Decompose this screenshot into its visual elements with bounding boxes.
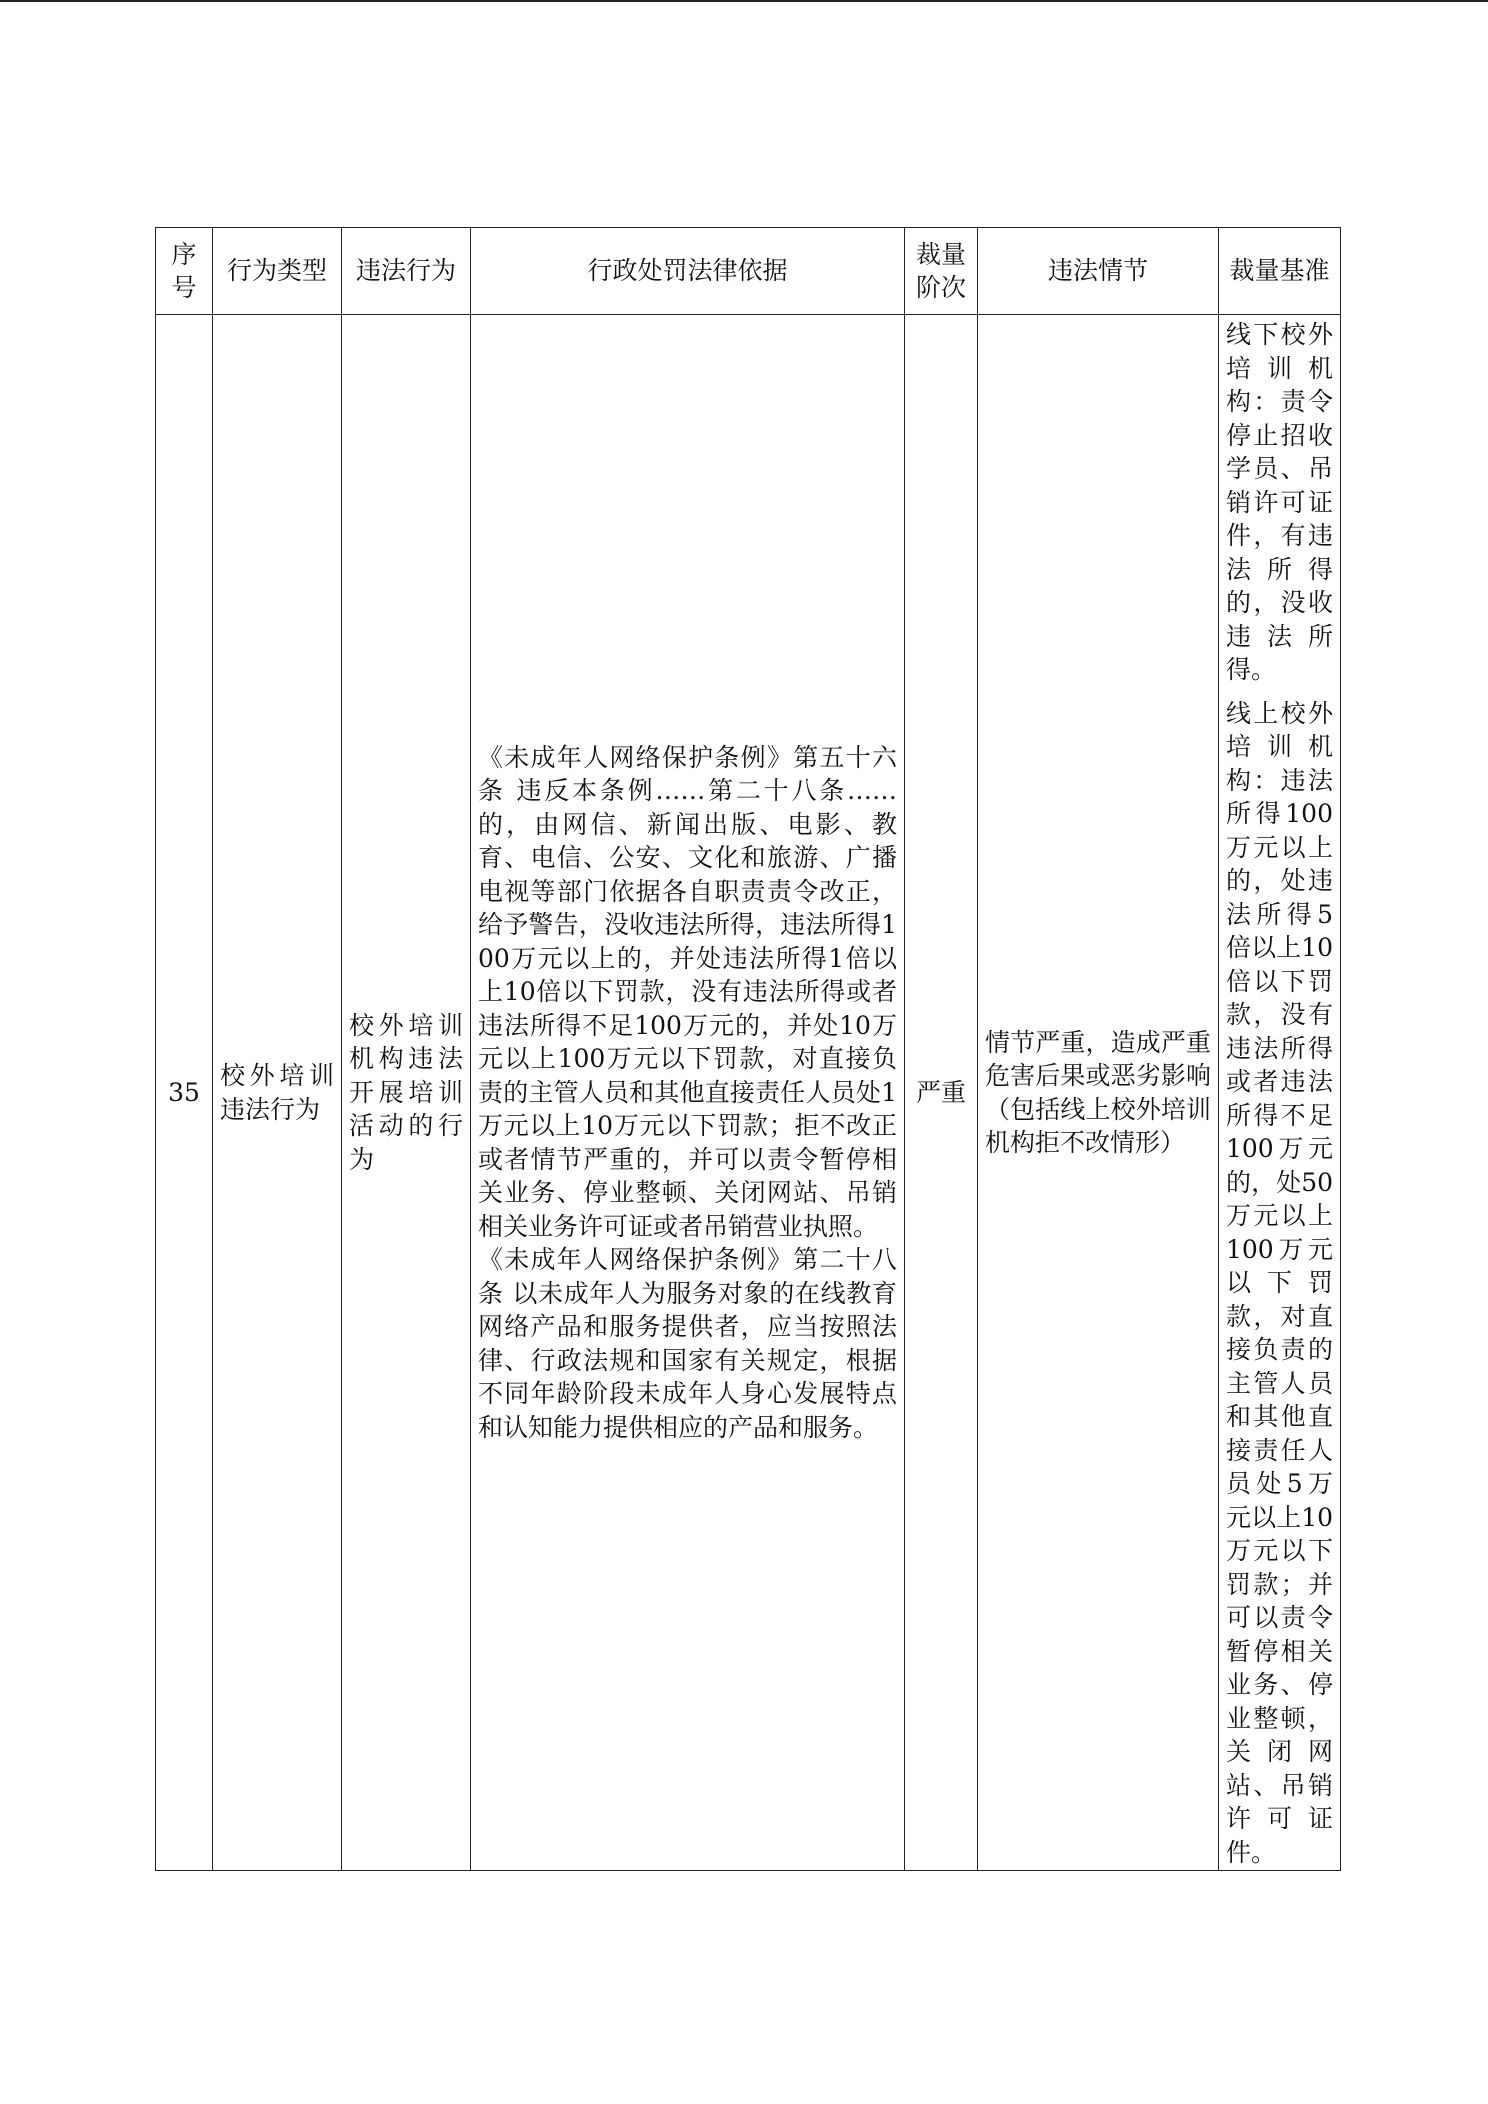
- table-row: [156, 315, 1341, 1871]
- standard-online: 线上校外培训机构：违法所得100万元以上的，处违法所得5倍以上10倍以下罚款，没有违法所得或者违法所得不足100万元的，处50万元以上100万元以下罚款，对直接负责的主管人员和其他直接责任人员处5万元以上10万元以下罚款；并可以责令暂停相关业务、停业整顿，关闭网站、吊销许可证件。: [1226, 698, 1333, 1867]
- cell-discretion-level: 严重: [905, 315, 978, 1871]
- cell-circumstance: 情节严重，造成严重危害后果或恶劣影响（包括线上校外培训机构拒不改情形）: [978, 315, 1219, 1871]
- cell-legal-basis: [471, 315, 905, 1871]
- header-seq: 序号: [156, 228, 213, 315]
- standard-offline: 线下校外培训机构：责令停止招收学员、吊销许可证件，有违法所得的，没收违法所得。: [1226, 320, 1333, 684]
- cell-violation: 校外培训机构违法开展培训活动的行为: [342, 315, 471, 1871]
- legal-basis-article-56: 《未成年人网络保护条例》第五十六条 违反本条例……第二十八条……的，由网信、新闻出版、电影、教育、电信、公安、文化和旅游、广播电视等部门依据各自职责责令改正，给予警告，没收违法所得，违法所得100万元以上的，并处违法所得1倍以上10倍以下罚款，没有违法所得或者违法所得不足100万元的，并处10万元以上100万元以下罚款，对直接负责的主管人员和其他直接责任人员处1万元以上10万元以下罚款；拒不改正或者情节严重的，并可以责令暂停相关业务、停业整顿、关闭网站、吊销相关业务许可证或者吊销营业执照。: [478, 742, 897, 1241]
- legal-basis-article-28: 《未成年人网络保护条例》第二十八条 以未成年人为服务对象的在线教育网络产品和服务提供者，应当按照法律、行政法规和国家有关规定，根据不同年龄阶段未成年人身心发展特点和认知能力提供相应的产品和服务。: [478, 1245, 897, 1442]
- header-behavior-type: 行为类型: [213, 228, 342, 315]
- cell-behavior-type: 校外培训违法行为: [213, 315, 342, 1871]
- header-legal-basis: 行政处罚法律依据: [471, 228, 905, 315]
- penalty-standard-table: [155, 227, 1341, 1871]
- header-discretion-level: 裁量阶次: [905, 228, 978, 315]
- table-header-row: [156, 228, 1341, 315]
- header-discretion-standard: 裁量基准: [1219, 228, 1341, 315]
- cell-discretion-standard: [1219, 315, 1341, 1871]
- header-violation: 违法行为: [342, 228, 471, 315]
- cell-seq: 35: [156, 315, 213, 1871]
- page-top-rule: [0, 0, 1488, 2]
- header-circumstance: 违法情节: [978, 228, 1219, 315]
